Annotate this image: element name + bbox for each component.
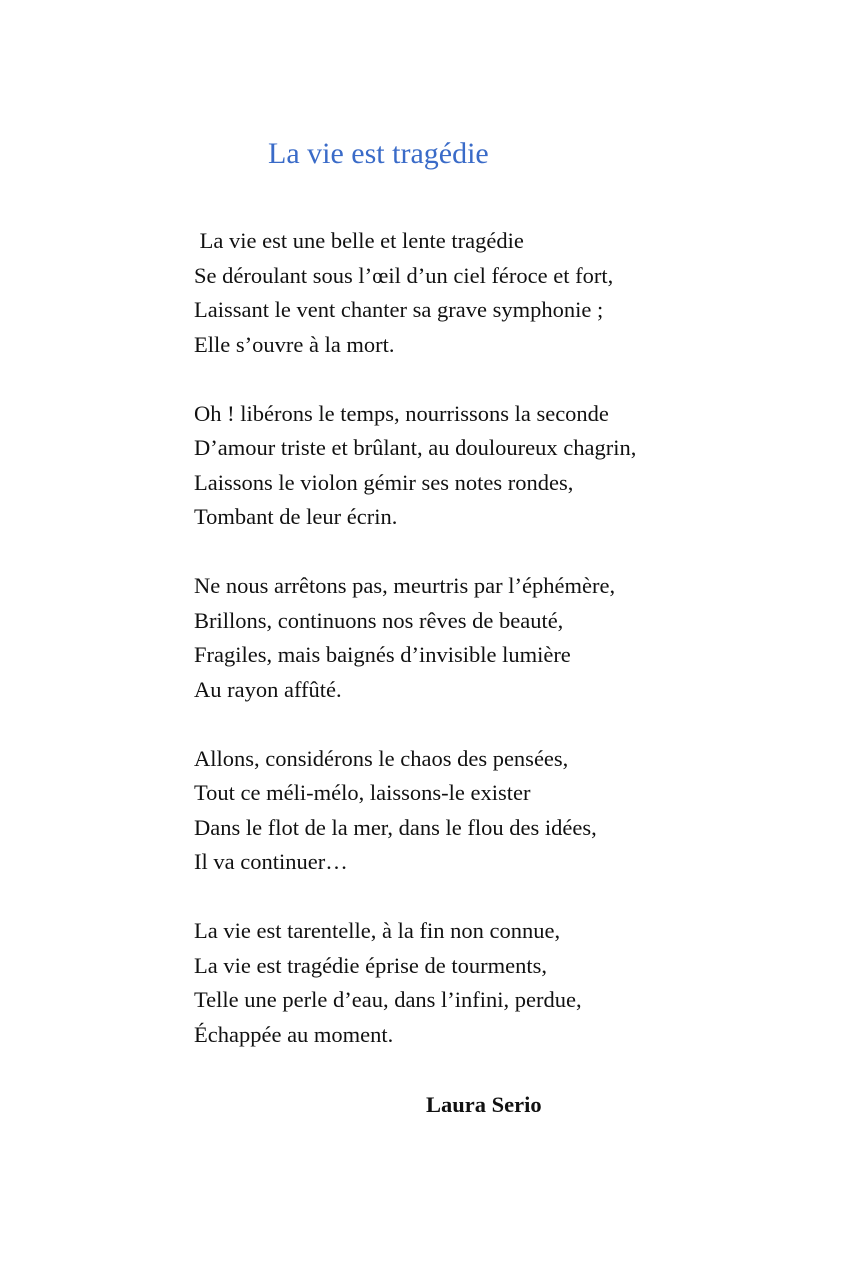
- poem-line: Tombant de leur écrin.: [194, 504, 398, 529]
- poem-line: Laissant le vent chanter sa grave symphonie ;: [194, 297, 604, 322]
- poem-line: La vie est tragédie éprise de tourments,: [194, 952, 547, 978]
- poem-line: Oh ! libérons le temps, nourrissons la seconde: [194, 400, 609, 426]
- stanza-2: [194, 397, 794, 535]
- stanza-5: [194, 914, 794, 1052]
- poem-line: Laissons le violon gémir ses notes rondes,: [194, 469, 574, 495]
- poem-line: Telle une perle d’eau, dans l’infini, perdue,: [194, 987, 582, 1012]
- poem-line: Fragiles, mais baignés d’invisible lumière: [194, 642, 571, 667]
- poem-body: [194, 224, 794, 1087]
- poem-line: Tout ce méli-mélo, laissons-le exister: [194, 780, 531, 805]
- poem-line: Au rayon affûté.: [194, 676, 342, 702]
- poem-line: Se déroulant sous l’œil d’un ciel féroce et fort,: [194, 262, 614, 288]
- author-signature: Laura Serio: [426, 1092, 542, 1117]
- stanza-4: [194, 742, 794, 880]
- poem-line: D’amour triste et brûlant, au douloureux chagrin,: [194, 435, 637, 460]
- poem-line: Ne nous arrêtons pas, meurtris par l’éphémère,: [194, 573, 616, 598]
- poem-line: Dans le flot de la mer, dans le flou des idées,: [194, 814, 597, 840]
- poem-line: Échappée au moment.: [194, 1021, 394, 1047]
- poem-line: La vie est une belle et lente tragédie: [194, 228, 524, 253]
- stanza-3: [194, 569, 794, 707]
- poem-line: Allons, considérons le chaos des pensées,: [194, 745, 569, 771]
- stanza-1: [194, 224, 794, 362]
- poem-line: Brillons, continuons nos rêves de beauté,: [194, 607, 564, 633]
- poem-title: La vie est tragédie: [268, 137, 489, 170]
- poem-line: Il va continuer…: [194, 849, 348, 874]
- poem-line: Elle s’ouvre à la mort.: [194, 331, 395, 357]
- poem-line: La vie est tarentelle, à la fin non connue,: [194, 918, 561, 943]
